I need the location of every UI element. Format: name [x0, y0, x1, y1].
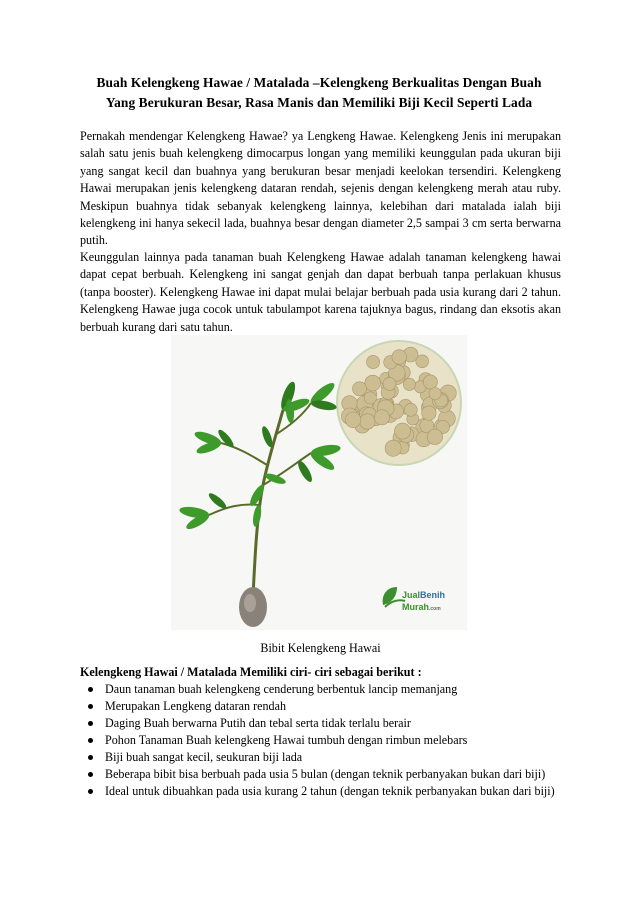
intro-paragraph: Pernakah mendengar Kelengkeng Hawae? ya Lengkeng Hawae. Kelengkeng Jenis ini merupakan salah satu jenis buah kelengkeng dimocarpus longan yang memiliki keunggulan pada ukuran biji yang sangat kecil dan buahnya yang berukuran besar menjadi keelokan tersendiri. Kelengkeng Hawai merupakan jenis kelengkeng dataran rendah, sejenis dengan kelengkeng merah atau ruby. Meskipun buahnya tidak sebanyak kelengkeng lainnya, kelebihan dari matalada ialah biji kelengkeng ini hanya sekecil lada, buahnya besar dengan diameter 2,5 sampai 3 cm serta berwarna putih. — [80, 129, 561, 248]
list-item: Pohon Tanaman Buah kelengkeng Hawai tumbuh dengan rimbun melebars — [80, 732, 561, 749]
longan-fruit — [422, 406, 436, 420]
bullet-icon — [88, 789, 93, 794]
document-title — [70, 73, 568, 113]
image-caption: Bibit Kelengkeng Hawai — [260, 641, 381, 655]
bullet-icon — [88, 772, 93, 777]
bullet-icon — [88, 755, 93, 760]
bullet-icon — [88, 721, 93, 726]
features-list-title: Kelengkeng Hawai / Matalada Memiliki ciri- ciri sebagai berikut : — [80, 665, 422, 679]
list-item: Merupakan Lengkeng dataran rendah — [80, 698, 561, 715]
longan-fruit — [429, 388, 441, 400]
longan-fruit — [403, 378, 415, 390]
longan-fruit — [345, 412, 361, 428]
list-item: Biji buah sangat kecil, seukuran biji lada — [80, 749, 561, 766]
bullet-icon — [88, 704, 93, 709]
longan-fruit — [360, 414, 376, 430]
list-item: Ideal untuk dibuahkan pada usia kurang 2 tahun (dengan teknik perbanyakan bukan dari biji) — [80, 783, 561, 800]
seedling-plant — [179, 380, 342, 627]
list-item: Daun tanaman buah kelengkeng cenderung berbentuk lancip memanjang — [80, 681, 561, 698]
longan-fruit — [367, 355, 380, 368]
longan-fruit — [392, 350, 407, 365]
title-line-2: Yang Berukuran Besar, Rasa Manis dan Memiliki Biji Kecil Seperti Lada — [105, 95, 533, 110]
longan-fruit — [374, 410, 389, 425]
features-list — [80, 681, 561, 800]
seedling-illustration — [171, 335, 467, 630]
longan-fruit — [364, 392, 376, 404]
logo-text-line-2: Murah.com — [402, 602, 441, 612]
longan-fruit — [395, 423, 411, 439]
longan-fruit — [385, 440, 401, 456]
list-item: Beberapa bibit bisa berbuah pada usia 5 bulan (dengan teknik perbanyakan bukan dari biji) — [80, 766, 561, 783]
longan-fruit — [353, 382, 367, 396]
seedling-photo — [171, 335, 467, 630]
logo-text-line-1: JualBenih — [402, 590, 446, 600]
longan-fruit — [423, 375, 437, 389]
leaf-shape — [207, 491, 229, 511]
title-line-1: Buah Kelengkeng Hawae / Matalada –Kelengkeng Berkualitas Dengan Buah — [96, 75, 542, 90]
bullet-icon — [88, 687, 93, 692]
fruit-cluster-circle — [337, 341, 461, 465]
longan-fruit — [427, 429, 442, 444]
jualbenihmurah-logo — [383, 587, 445, 612]
longan-fruit — [404, 403, 417, 416]
longan-fruit — [365, 375, 381, 391]
longan-fruit — [383, 377, 396, 390]
bullet-icon — [88, 738, 93, 743]
advantages-paragraph: Keunggulan lainnya pada tanaman buah Kelengkeng Hawae adalah tanaman kelengkeng hawai dapat cepat berbuah. Kelengkeng ini sangat genjah dan dapat berbuah tanpa perlakuan khusus (tanpa booster). Kelengkeng Hawae ini dapat mulai belajar berbuah pada usia kurang dari 2 tahun. Kelengkeng Hawae juga cocok untuk tabulampot karena tajuknya bagus, rindang dan eksotis akan berbuah kurang dari satu tahun. — [80, 250, 561, 334]
list-item: Daging Buah berwarna Putih dan tebal serta tidak terlalu berair — [80, 715, 561, 732]
leaf-shape — [264, 472, 287, 486]
leaf-shape — [252, 504, 263, 527]
leaf-shape — [296, 459, 315, 484]
